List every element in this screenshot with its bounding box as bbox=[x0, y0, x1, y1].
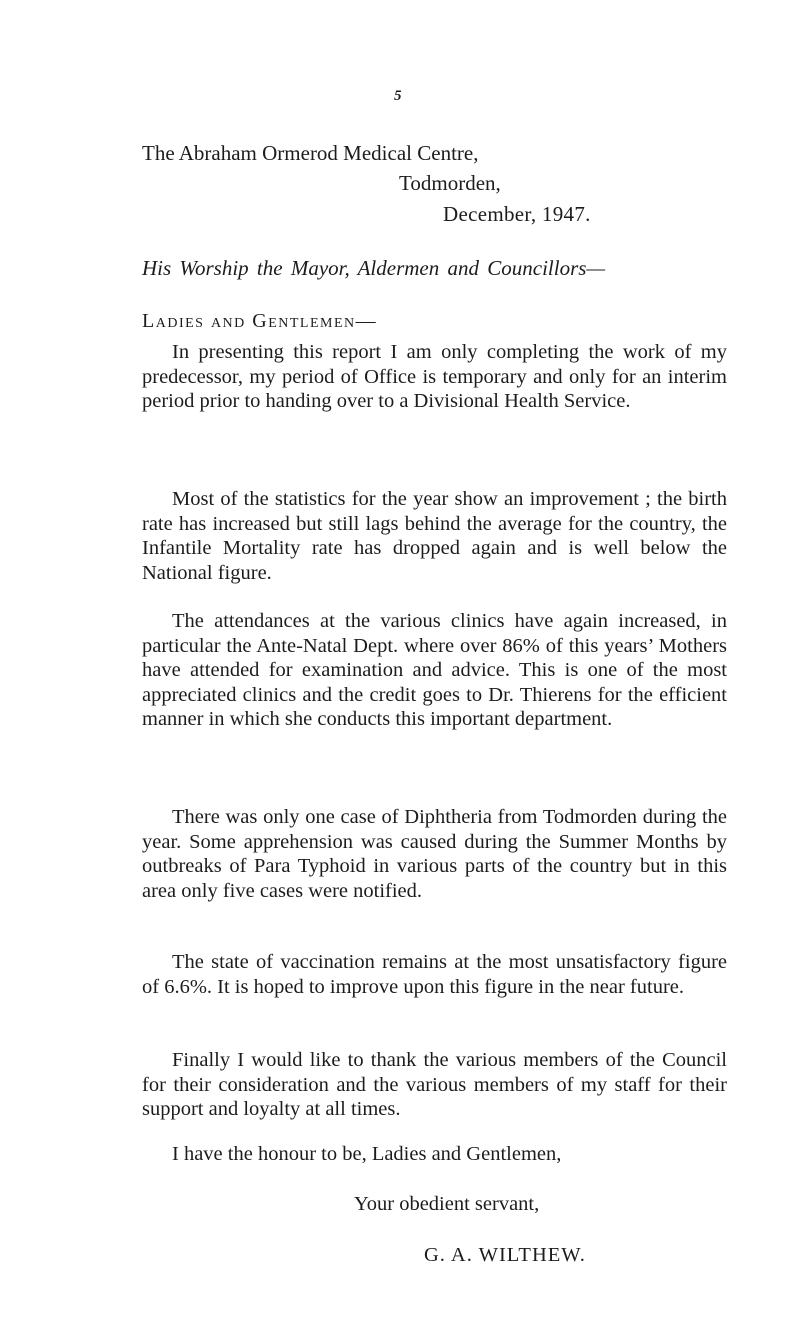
page-number: 5 bbox=[394, 88, 402, 104]
paragraph-introduction: In presenting this report I am only completing the work of my predecessor, my period of Office is temporary and only for an interim period prior to handing over to a Divisional Health Service. bbox=[142, 341, 727, 412]
address-line-date: December, 1947. bbox=[443, 202, 591, 226]
address-line-town: Todmorden, bbox=[399, 171, 501, 195]
salutation: His Worship the Mayor, Aldermen and Councillors— bbox=[142, 256, 606, 280]
paragraph-clinics: The attendances at the various clinics have again increased, in particular the Ante-Natal Dept. where over 86% of this years’ Mothers have attended for examination and advice. This is one of the most appreciated clinics and the credit goes to Dr. Thierens for the efficient manner in which she conducts this important department. bbox=[142, 610, 727, 730]
paragraph-thanks: Finally I would like to thank the various members of the Council for their consideration and the various members of my staff for their support and loyalty at all times. bbox=[142, 1049, 727, 1120]
closing-line: I have the honour to be, Ladies and Gentlemen, bbox=[172, 1143, 562, 1165]
address-line-institution: The Abraham Ormerod Medical Centre, bbox=[142, 141, 479, 165]
paragraph-vaccination: The state of vaccination remains at the most unsatisfactory figure of 6.6%. It is hoped to improve upon this figure in the near future. bbox=[142, 951, 727, 998]
closing-servant: Your obedient servant, bbox=[354, 1193, 540, 1215]
paragraph-statistics: Most of the statistics for the year show an improvement ; the birth rate has increased but still lags behind the average for the country, the Infantile Mortality rate has dropped again and is well below the National figure. bbox=[142, 488, 727, 584]
paragraph-diphtheria: There was only one case of Diphtheria from Todmorden during the year. Some apprehension was caused during the Summer Months by outbreaks of Para Typhoid in various parts of the country but in this area only five cases were notified. bbox=[142, 806, 727, 902]
signature: G. A. WILTHEW. bbox=[424, 1244, 586, 1266]
greeting: Ladies and Gentlemen— bbox=[142, 310, 378, 332]
